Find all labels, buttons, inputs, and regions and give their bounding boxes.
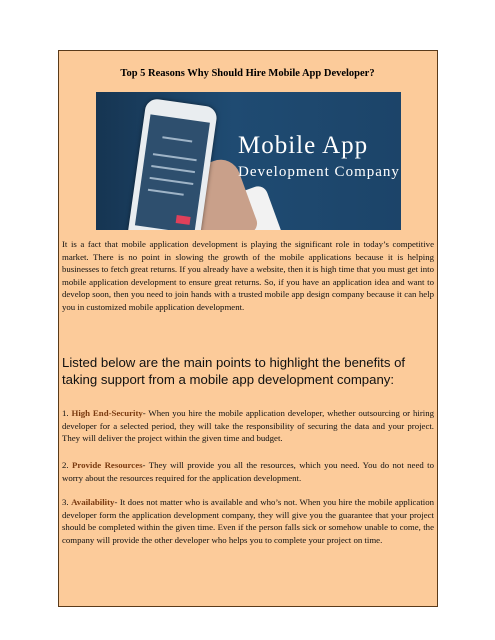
phone-screen-line: [148, 189, 184, 196]
point-text: - It does not matter who is available and who’s not. When you hire the mobile application developer form the application development company, they will give you the guarantee that your project should be completed within the given time. Even if the person falls sick or somehow unable to come, the company will provide the other developer who helps you to complete your project on time.: [62, 497, 435, 545]
phone-button-shape: [176, 215, 191, 225]
point-label: High End-Security: [71, 408, 143, 418]
phone-screen-line: [153, 153, 197, 161]
point-number: 1.: [62, 408, 69, 418]
section-heading: Listed below are the main points to highlight the benefits of taking support from a mobile app development company:: [62, 355, 406, 387]
document-title: Top 5 Reasons Why Should Hire Mobile App Developer?: [120, 68, 375, 79]
point-label: Provide Resources: [72, 460, 143, 470]
hero-image: [96, 92, 401, 230]
phone-screen-line: [151, 165, 195, 173]
phone-screen: [135, 114, 210, 230]
phone-screen-line: [150, 177, 194, 185]
intro-paragraph: It is a fact that mobile application development is playing the significant role in today’s competitive market. There is no point in slowing the growth of the mobile applications because it is helping businesses to fetch great returns. If you already have a website, then it is high time that you must get into mobile application development to ensure great returns. So, if you have an application idea and want to develop soon, then you need to join hands with a trusted mobile app design company because it can help you in customized mobile application development.: [62, 239, 434, 312]
point-item: [62, 496, 434, 546]
phone-screen-line: [162, 136, 192, 142]
hero-subtitle: Development Company: [238, 164, 400, 180]
point-number: 2.: [62, 460, 69, 470]
point-number: 3.: [62, 497, 69, 507]
point-text: - They will provide you all the resources, which you need. You do not need to worry about the resources required for the application development.: [62, 460, 435, 483]
point-text: - When you hire the mobile application developer, whether outsourcing or hiring developer for a selected period, they will take the responsibility of securing the data and your project. They will deliver the project within the given time and budget.: [62, 408, 434, 443]
point-label: Availability: [71, 497, 115, 507]
point-item: [62, 407, 434, 445]
hero-title: Mobile App: [238, 132, 369, 159]
point-item: [62, 459, 434, 484]
